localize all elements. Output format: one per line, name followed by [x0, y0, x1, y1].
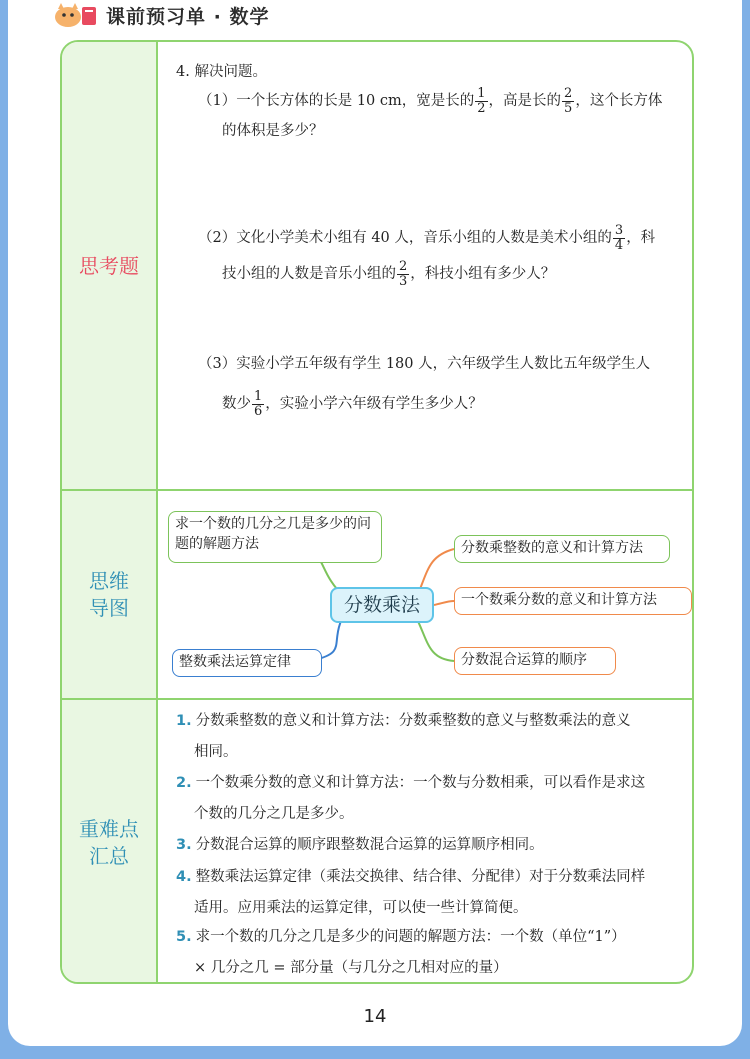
q2-f1-den: 4	[614, 237, 624, 253]
q1-fraction-2	[562, 87, 574, 116]
summary-num-4: 4.	[176, 869, 192, 885]
summary-5-line-1: 求一个数的几分之几是多少的问题的解题方法：一个数（单位“1”）	[195, 929, 626, 945]
q3-f1-num: 1	[254, 388, 263, 404]
q1-text-c: ，这个长方体	[575, 93, 663, 109]
q1-f2-den: 5	[564, 100, 573, 116]
summary-num-1: 1.	[176, 713, 192, 729]
summary-num-2: 2.	[176, 775, 192, 791]
node-center: 分数乘法	[330, 587, 434, 623]
node-integer-laws: 整数乘法运算定律	[172, 649, 322, 677]
summary-5-line-2: × 几分之几 = 部分量（与几分之几相对应的量）	[194, 960, 508, 976]
summary-2-line-2: 个数的几分之几是多少。	[194, 806, 354, 822]
q3-f1-den: 6	[254, 403, 263, 419]
cat-mascot-icon	[52, 1, 100, 29]
problem-heading: 4. 解决问题。	[176, 64, 267, 80]
summary-item-5	[176, 922, 678, 984]
q1-text-a: （1）一个长方体的长是 10 cm，宽是长的	[198, 93, 475, 109]
q2-text-d: ，科技小组有多少人？	[410, 266, 556, 282]
branch-right-2	[434, 601, 454, 605]
header-title: 课前预习单 · 数学	[106, 5, 270, 28]
node-solution-method: 求一个数的几分之几是多少的问题的解题方法	[168, 511, 382, 563]
summary-item-4	[176, 862, 678, 924]
q3-line-1: （3）实验小学五年级有学生 180 人，六年级学生人数比五年级学生人	[198, 356, 651, 372]
question-3	[198, 344, 680, 424]
branch-right-3	[416, 617, 454, 661]
q2-text-c: 技小组的人数是音乐小组的	[222, 266, 396, 282]
summary-num-5: 5.	[176, 929, 192, 945]
q3-fraction-1	[252, 390, 264, 419]
worksheet-frame	[60, 40, 694, 984]
summary-3-line-1: 分数混合运算的顺序跟整数混合运算的运算顺序相同。	[195, 837, 544, 853]
summary-num-3: 3.	[176, 837, 192, 853]
problem-area	[162, 42, 684, 489]
summary-item-2	[176, 768, 678, 830]
page-number: 14	[363, 1006, 387, 1027]
q2-text-b: ，科	[626, 230, 656, 246]
q3-text-b: ，实验小学六年级有学生多少人？	[265, 396, 483, 412]
section-label-mindmap	[62, 491, 156, 699]
node-number-times-fraction: 一个数乘分数的意义和计算方法	[454, 587, 692, 615]
section-label-summary-text: 重难点 汇总	[79, 817, 139, 868]
node-fraction-times-integer: 分数乘整数的意义和计算方法	[454, 535, 670, 563]
q3-text-a: 数少	[222, 396, 251, 412]
section-label-thinking: 思考题	[62, 42, 156, 490]
header	[52, 0, 269, 30]
summary-2-line-1: 一个数乘分数的意义和计算方法：一个数与分数相乘，可以看作是求这	[195, 775, 646, 791]
summary-item-1	[176, 706, 678, 768]
summary-item-3	[176, 830, 678, 861]
summary-4-line-1: 整数乘法运算定律（乘法交换律、结合律、分配律）对于分数乘法同样	[195, 869, 646, 885]
section-label-summary	[62, 700, 156, 984]
q3-line-2	[198, 384, 680, 424]
q2-f2-num: 2	[399, 258, 408, 274]
node-mixed-operations: 分数混合运算的顺序	[454, 647, 616, 675]
q2-f1-num: 3	[614, 222, 624, 238]
q1-f1-den: 2	[477, 100, 486, 116]
section-label-mindmap-text: 思维 导图	[89, 569, 129, 620]
q1-line-2: 的体积是多少？	[222, 123, 324, 139]
q2-line-2	[198, 256, 680, 292]
q1-f1-num: 1	[477, 85, 486, 101]
q1-text-b: ，高是长的	[488, 93, 562, 109]
q1-fraction-1	[475, 87, 487, 116]
q2-text-a: （2）文化小学美术小组有 40 人，音乐小组的人数是美术小组的	[198, 230, 612, 246]
question-1	[198, 86, 680, 146]
q1-f2-num: 2	[564, 85, 573, 101]
summary-4-line-2: 适用。应用乘法的运算定律，可以使一些计算简便。	[194, 900, 528, 916]
q2-f2-den: 3	[399, 273, 408, 289]
q2-fraction-1	[613, 224, 625, 253]
summary-1-line-1: 分数乘整数的意义和计算方法：分数乘整数的意义与整数乘法的意义	[195, 713, 631, 729]
mind-map	[158, 491, 692, 699]
question-2	[198, 220, 680, 292]
q2-fraction-2	[397, 260, 409, 289]
summary-1-line-2: 相同。	[194, 744, 238, 760]
